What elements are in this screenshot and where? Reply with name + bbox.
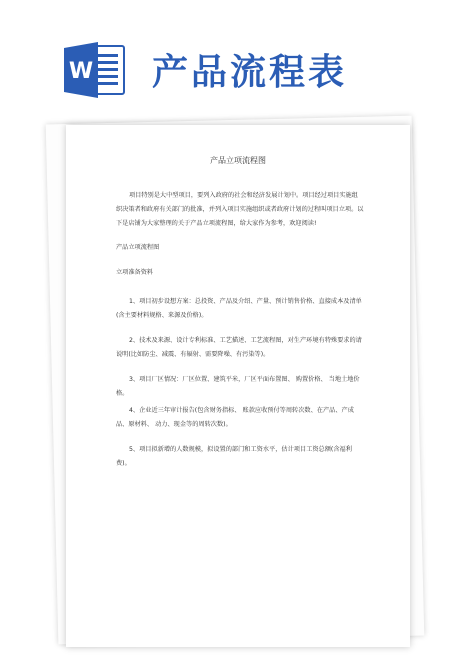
intro-paragraph: 项目特别是大中型项目，要列入政府的社会和经济发展计划中。项目经过项目实施组织决策者和政府有关部门的批准，并列入项目实施组织或者政府计划的过程叫项目立项。以下是店铺为大家整理的关于产品立项流程图，给大家作为参考，欢迎阅读!	[116, 192, 364, 227]
word-icon	[62, 40, 128, 100]
list-item: 2、技术及来源、设计专利标准、工艺描述、工艺流程图，对生产环境有特殊要求的请说明(比如防尘、减震、有辐射、需要降噪、有污染等)。	[116, 337, 362, 358]
banner-title: 产品流程表	[152, 52, 348, 93]
banner	[0, 0, 474, 130]
list-item: 5、项目拟新增的人数规模，拟设置的部门和工资水平，估计项目工资总额(含福利费)。	[116, 446, 352, 467]
section-heading: 产品立项流程图	[116, 244, 160, 251]
document-page	[66, 125, 410, 647]
list-item: 3、项目厂区情况：厂区位置、建筑平米，厂区平面布置图、 购置价格、 当地土地价格。	[116, 376, 360, 397]
svg-text:W: W	[68, 59, 94, 84]
subsection-heading: 立项准备资料	[116, 269, 154, 276]
document-title: 产品立项流程图	[210, 156, 266, 165]
list-item: 1、项目初步设想方案：总投资、产品及介绍、产量、预计销售价格、直接成本及清单(含主要材料规格、来源及价格)。	[116, 298, 362, 319]
list-item: 4、企业近三年审计报告(包含财务指标、 账款应收预付等周转次数、在产品、产成品、原材料、 动力、现金等的周转次数)。	[116, 407, 354, 428]
